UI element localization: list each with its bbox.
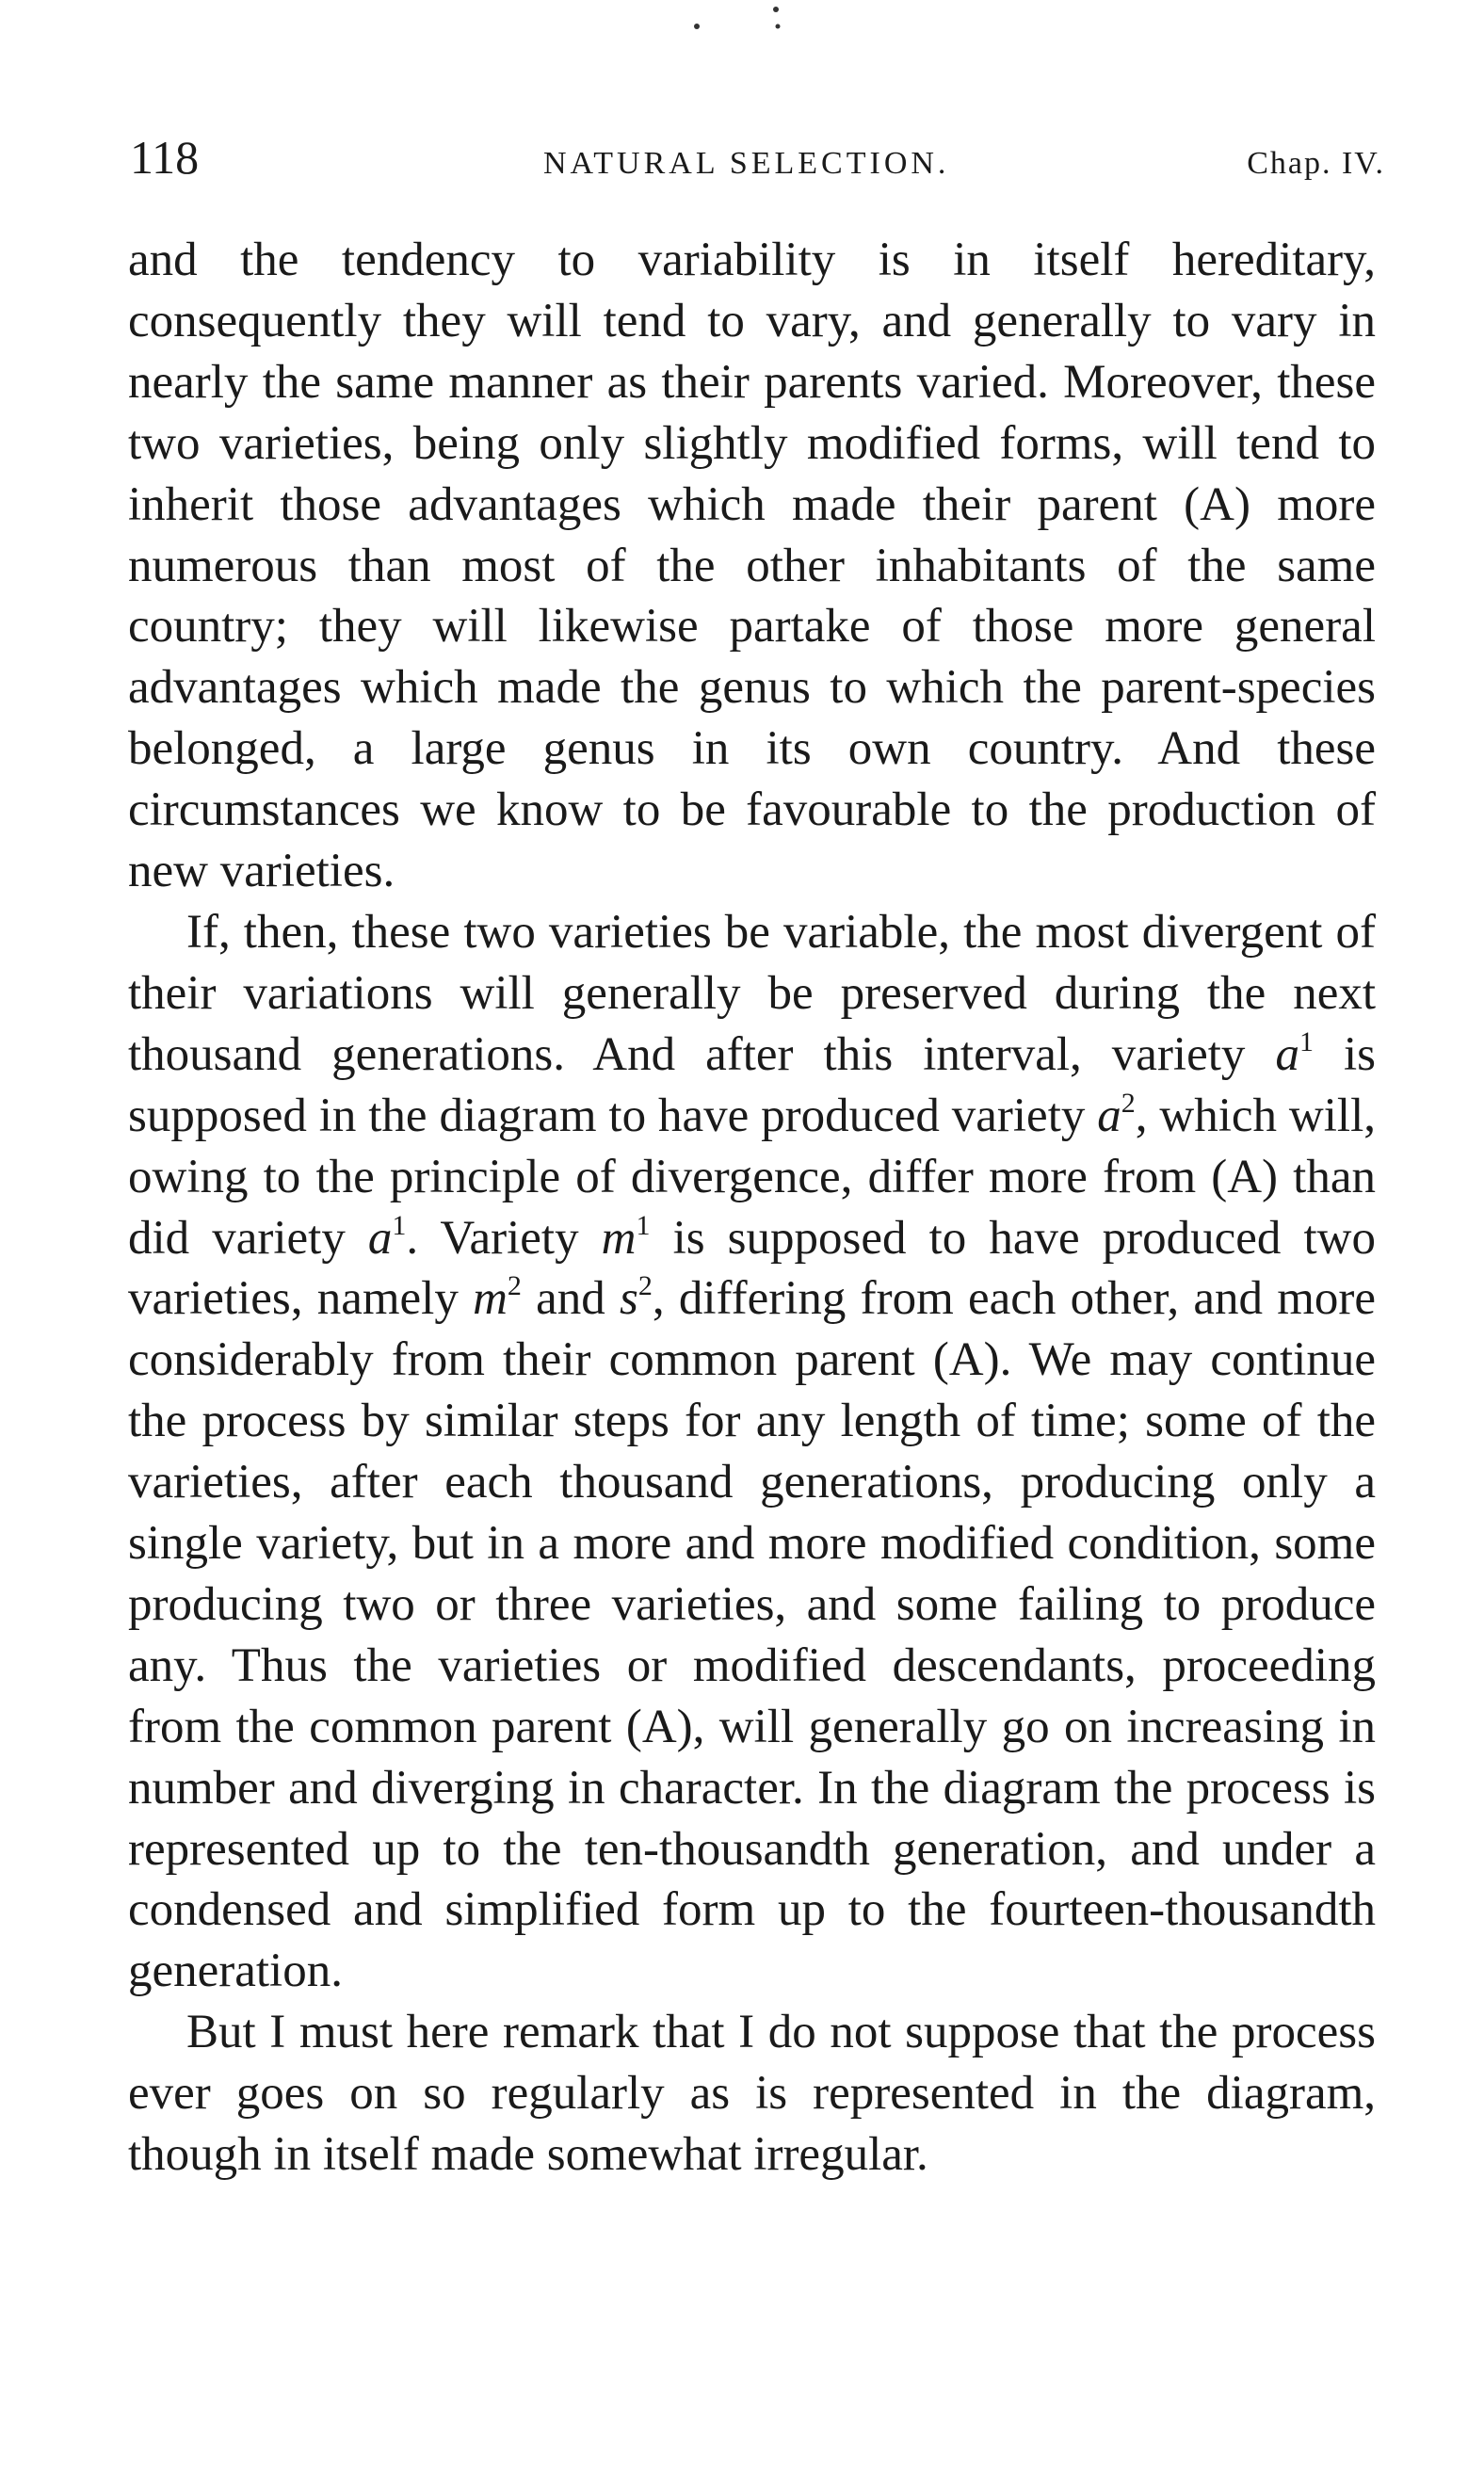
body-text xyxy=(128,230,1376,2186)
text-run: and xyxy=(521,1272,621,1326)
italic-text: a xyxy=(1275,1027,1299,1081)
page-number: 118 xyxy=(130,131,200,184)
text-run: is supposed to have produced two varieties, namely xyxy=(128,1211,1377,1326)
text-run: , which will, owing to the principle of divergence, differ more from (A) than did variety xyxy=(128,1089,1376,1265)
paragraph xyxy=(128,230,1376,902)
italic-text: s xyxy=(620,1272,638,1326)
italic-text: m xyxy=(601,1211,637,1265)
text-run: But I must here remark that I do not suppose that the process ever goes on so regularly as is represented in the diagram, though in itself made somewhat irregular. xyxy=(128,2006,1376,2182)
text-run: is supposed in the diagram to have produced variety xyxy=(128,1027,1376,1142)
superscript: 1 xyxy=(636,1209,651,1241)
running-header xyxy=(130,130,1385,196)
superscript: 2 xyxy=(637,1270,653,1302)
paragraph xyxy=(128,2002,1376,2186)
chapter-label: Chap. IV. xyxy=(1247,146,1385,181)
italic-text: a xyxy=(367,1211,393,1265)
superscript: 1 xyxy=(1298,1025,1314,1057)
text-run: . Variety xyxy=(406,1211,602,1265)
print-specks xyxy=(678,0,791,56)
running-title: NATURAL SELECTION. xyxy=(542,146,950,181)
text-run: , differing from each other, and more considerably from their common parent (A). We may continue the process by similar steps for any length of time; some of the varieties, after each thousand generations, producing only a single variety, but in a more and more modified condition, some producing two or three varieties, and some failing to produce any. Thus the varieties or modified descendants, proceeding from the common parent (A), will generally go on increasing in number and diverging in character. In the diagram the process is represented up to the ten-thousandth generation, and under a condensed and simplified form up to the fourteen-thousandth generation. xyxy=(128,1272,1376,1998)
italic-text: a xyxy=(1097,1089,1121,1142)
superscript: 1 xyxy=(392,1209,407,1241)
paragraph xyxy=(128,902,1376,2002)
superscript: 2 xyxy=(507,1270,522,1302)
italic-text: m xyxy=(473,1272,508,1326)
superscript: 2 xyxy=(1121,1087,1136,1119)
text-run: If, then, these two varieties be variable, the most divergent of their variations will generally be preserved during the next thousand generations. And after this interval, variety xyxy=(128,905,1376,1081)
text-run: and the tendency to variability is in itself hereditary, consequently they will tend to vary, and generally to vary in nearly the same manner as their parents varied. Moreover, these two varieties, being only slightly modified forms, will tend to inherit those advantages which made their parent (A) more numerous than most of the other inhabitants of the same country; they will likewise partake of those more general advantages which made the genus to which the parent-species belonged, a large genus in its own country. And these circumstances we know to be favourable to the production of new varieties. xyxy=(128,234,1376,898)
